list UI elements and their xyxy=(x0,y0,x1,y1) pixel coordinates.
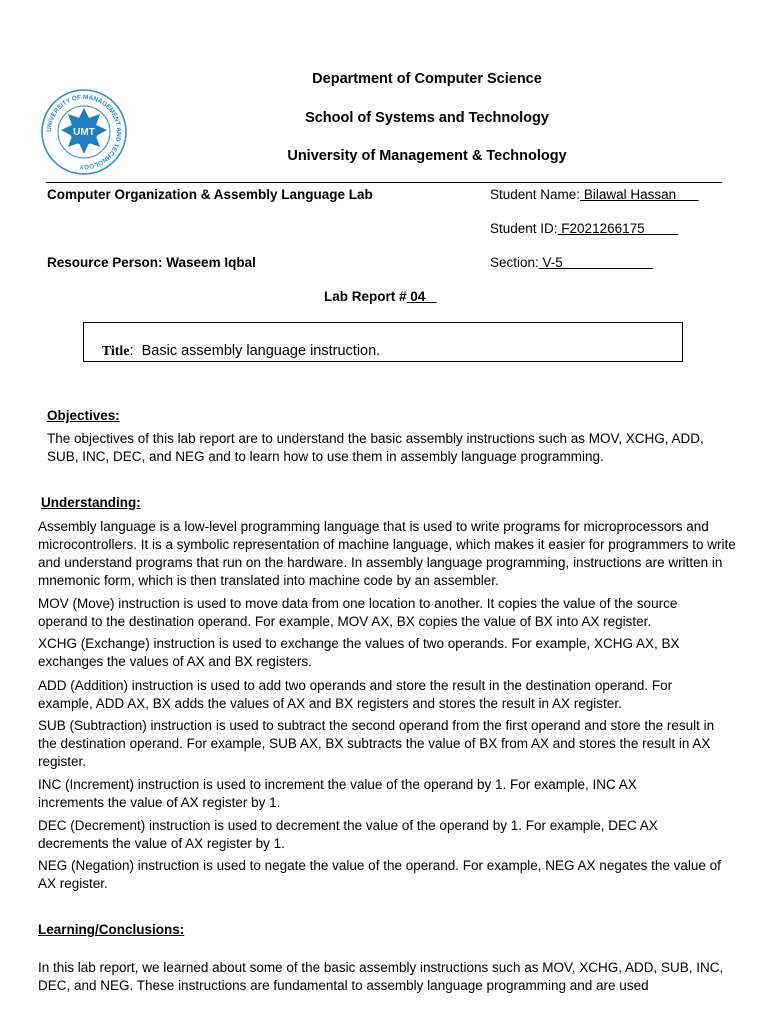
objectives-text: The objectives of this lab report are to understand the basic assembly instructions such as MOV, XCHG, ADD, SUB, INC, DEC, and NEG and to learn how to use them in assembly language programming. xyxy=(47,431,704,464)
department-heading: Department of Computer Science xyxy=(312,71,542,87)
logo-ring-text: UNIVERSITY OF MANAGEMENT AND TECHNOLOGY xyxy=(45,93,123,171)
lab-report-number xyxy=(324,289,437,304)
course-name: Computer Organization & Assembly Language Lab xyxy=(47,187,373,202)
school-heading: School of Systems and Technology xyxy=(305,110,549,126)
understanding-heading: Understanding: xyxy=(41,495,141,510)
understanding-paragraph: NEG (Negation) instruction is used to negate the value of the operand. For example, NEG AX negates the value of AX register. xyxy=(38,858,721,891)
section-label: Section: xyxy=(490,255,539,270)
header-divider xyxy=(46,182,722,183)
student-id-field xyxy=(490,221,678,236)
title-box: Title: Basic assembly language instruction. xyxy=(83,322,683,362)
university-heading: University of Management & Technology xyxy=(287,148,567,164)
understanding-paragraph: Assembly language is a low-level programming language that is used to write programs for microprocessors and microcontrollers. It is a symbolic representation of machine language, which makes it easier for programmers to write and understand programs that run on the hardware. In assembly language programming, instructions are written in mnemonic form, which is then translated into machine code by an assembler. xyxy=(38,519,736,588)
section-value: V-5 xyxy=(538,255,653,270)
umt-logo xyxy=(40,88,128,176)
objectives-heading: Objectives: xyxy=(47,408,120,423)
student-id-label: Student ID: xyxy=(490,221,558,236)
conclusions-text: In this lab report, we learned about some of the basic assembly instructions such as MOV, XCHG, ADD, SUB, INC, DEC, and NEG. These instructions are fundamental to assembly language programming and are used xyxy=(38,960,724,993)
student-name-field xyxy=(490,187,699,202)
student-id-value: F2021266175 xyxy=(557,221,679,236)
logo-center-text: UMT xyxy=(73,127,95,138)
title-text: Basic assembly language instruction. xyxy=(141,343,381,359)
understanding-paragraph: ADD (Addition) instruction is used to add two operands and store the result in the destination operand. For example, ADD AX, BX adds the values of AX and BX registers and stores the result in AX register. xyxy=(38,678,673,711)
understanding-paragraph: SUB (Subtraction) instruction is used to subtract the second operand from the first operand and store the result in the destination operand. For example, SUB AX, BX subtracts the value of BX from AX and stores the result in AX register. xyxy=(38,718,715,769)
understanding-paragraph: MOV (Move) instruction is used to move data from one location to another. It copies the value of the source operand to the destination operand. For example, MOV AX, BX copies the value of BX into AX register. xyxy=(38,596,678,629)
section-field xyxy=(490,255,653,270)
student-name-value: Bilawal Hassan xyxy=(580,187,699,202)
understanding-paragraph: XCHG (Exchange) instruction is used to exchange the values of two operands. For example, XCHG AX, BX exchanges the values of AX and BX registers. xyxy=(38,636,680,669)
lab-report-value: 04 xyxy=(406,289,437,304)
student-name-label: Student Name: xyxy=(490,187,581,202)
lab-report-label: Lab Report # xyxy=(324,289,407,304)
understanding-paragraph: DEC (Decrement) instruction is used to decrement the value of the operand by 1. For example, DEC AX decrements the value of AX register by 1. xyxy=(38,818,658,851)
resource-person: Resource Person: Waseem Iqbal xyxy=(47,255,256,270)
understanding-paragraph: INC (Increment) instruction is used to increment the value of the operand by 1. For example, INC AX increments the value of AX register by 1. xyxy=(38,777,637,810)
title-label: Title xyxy=(101,344,130,359)
conclusions-heading: Learning/Conclusions: xyxy=(38,922,185,937)
